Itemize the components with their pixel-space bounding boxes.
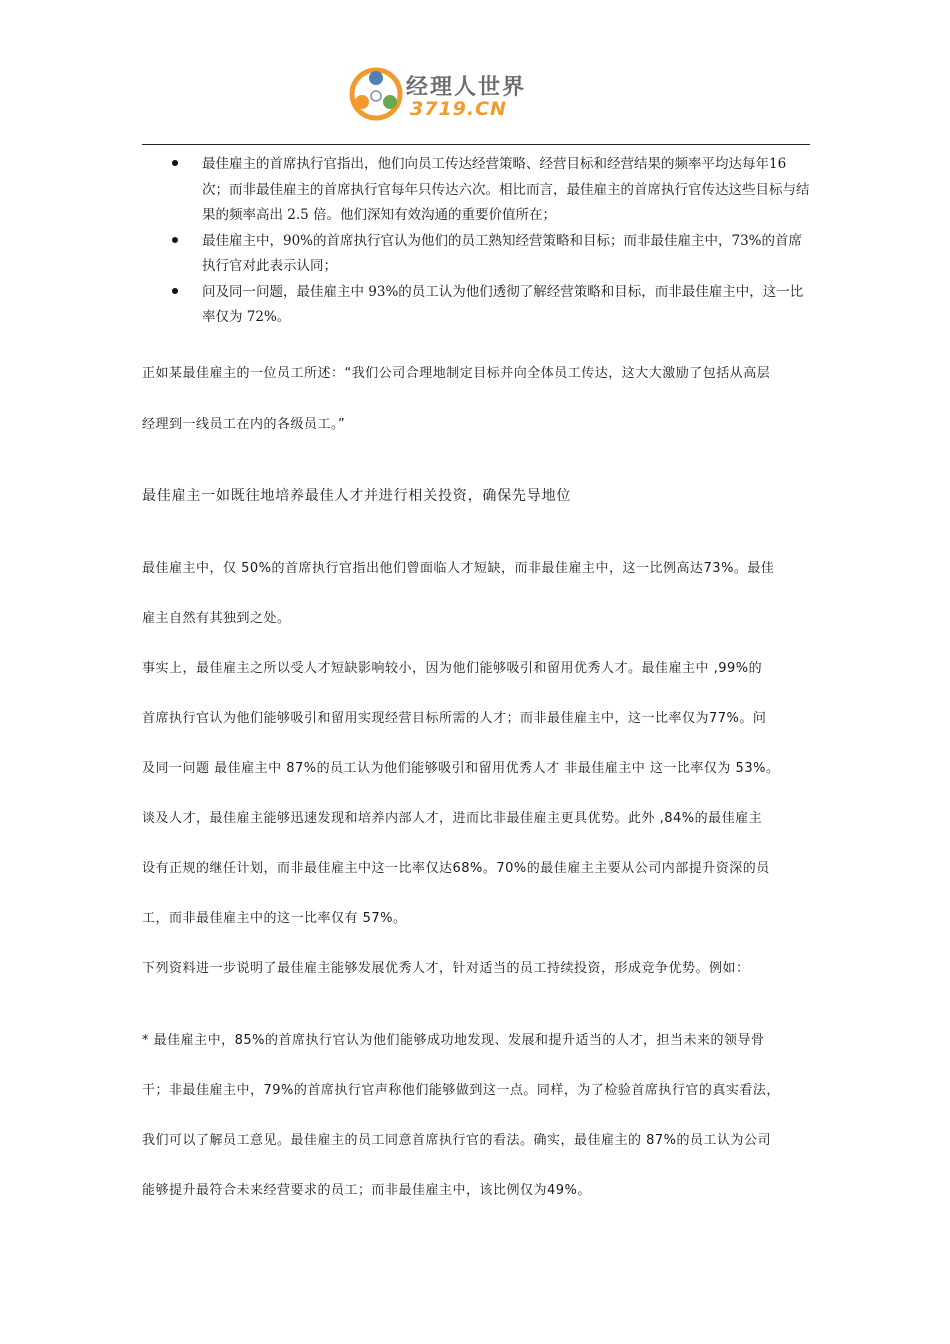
body-line: 下列资料进一步说明了最佳雇主能够发展优秀人才，针对适当的员工持续投资，形成竞争优势。例如： [142,961,750,976]
body-line: 设有正规的继任计划，而非最佳雇主中这一比率仅达68%。70%的最佳雇主主要从公司内部提升资深的员 [142,861,770,876]
bullet-text: 最佳雇主的首席执行官指出，他们向员工传达经营策略、经营目标和经营结果的频率平均达每年16 次；而非最佳雇主的首席执行官每年只传达六次。相比而言，最佳雇主的首席执行官传达这些目标与结果的频率高出 2.5 倍。他们深知有效沟通的重要价值所在； [202,156,810,223]
bullet-item [142,229,810,280]
body-line: * 最佳雇主中，85%的首席执行官认为他们能够成功地发现、发展和提升适当的人才，担当未来的领导骨 [142,1033,765,1048]
bullet-dot-icon [172,160,178,166]
body-line: 我们可以了解员工意见。最佳雇主的员工同意首席执行官的看法。确实，最佳雇主的 87%的员工认为公司 [142,1133,772,1148]
body-line: 经理到一线员工在内的各级员工。” [142,417,346,432]
header-divider [142,144,810,145]
bullet-item [142,152,810,229]
logo-chinese-text: 经理人世界 [406,75,527,100]
logo-domain-text: 3719.CN [410,98,507,120]
section-heading: 最佳雇主一如既往地培养最佳人才并进行相关投资，确保先导地位 [142,488,572,504]
body-line: 谈及人才，最佳雇主能够迅速发现和培养内部人才，进而比非最佳雇主更具优势。此外 ,84%的最佳雇主 [142,811,763,826]
body-line: 首席执行官认为他们能够吸引和留用实现经营目标所需的人才；而非最佳雇主中，这一比率仅为77%。问 [142,711,767,726]
body-line: 最佳雇主中，仅 50%的首席执行官指出他们曾面临人才短缺，而非最佳雇主中，这一比例高达73%。最佳 [142,561,775,576]
site-logo[interactable] [348,66,528,122]
body-line: 能够提升最符合未来经营要求的员工；而非最佳雇主中，该比例仅为49%。 [142,1183,591,1198]
body-line: 及同一问题 最佳雇主中 87%的员工认为他们能够吸引和留用优秀人才 非最佳雇主中 这一比率仅为 53%。 [142,761,780,776]
bullet-dot-icon [172,288,178,294]
body-line: 工，而非最佳雇主中的这一比率仅有 57%。 [142,911,407,926]
body-line: 事实上，最佳雇主之所以受人才短缺影响较小，因为他们能够吸引和留用优秀人才。最佳雇主中 ,99%的 [142,661,763,676]
logo-people-icon [348,66,404,122]
bullet-dot-icon [172,237,178,243]
body-line: 正如某最佳雇主的一位员工所述：“我们公司合理地制定目标并向全体员工传达，这大大激励了包括从高层 [142,366,771,381]
bullet-text: 问及同一问题，最佳雇主中 93%的员工认为他们透彻了解经营策略和目标，而非最佳雇主中，这一比率仅为 72%。 [202,283,804,325]
bullet-list [142,152,810,331]
body-line: 雇主自然有其独到之处。 [142,611,291,626]
body-line: 干；非最佳雇主中，79%的首席执行官声称他们能够做到这一点。同样，为了检验首席执行官的真实看法， [142,1083,780,1098]
bullet-text: 最佳雇主中，90%的首席执行官认为他们的员工熟知经营策略和目标；而非最佳雇主中，73%的首席执行官对此表示认同； [202,232,803,274]
bullet-item [142,280,810,331]
